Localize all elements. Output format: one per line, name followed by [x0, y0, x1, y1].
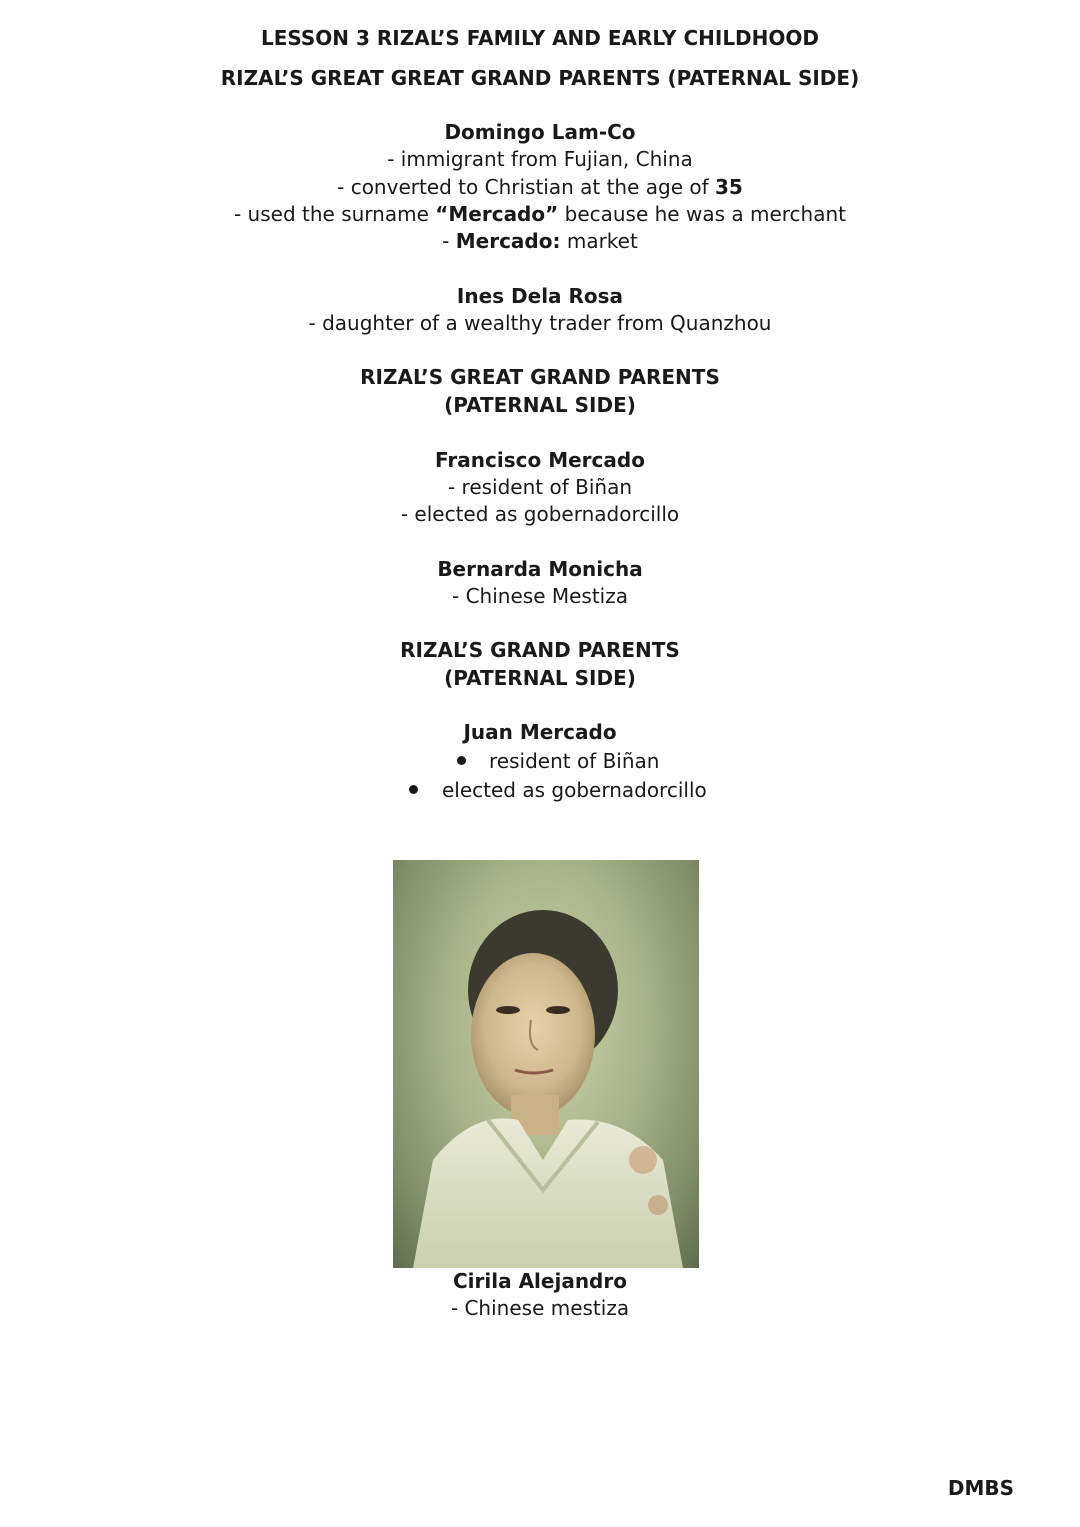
section-heading-subtitle: (PATERNAL SIDE) [444, 393, 636, 417]
section-heading-subtitle: (PATERNAL SIDE) [444, 666, 636, 690]
person-detail: - converted to Christian at the age of 35 [337, 175, 743, 199]
person-detail: - immigrant from Fujian, China [387, 147, 693, 171]
person-detail: - Chinese Mestiza [452, 584, 628, 608]
section-heading-great-great-grandparents: RIZAL’S GREAT GREAT GRAND PARENTS (PATERNAL SIDE) [220, 66, 860, 90]
footer-initials: DMBS [947, 1476, 1014, 1500]
person-detail: - resident of Biñan [447, 475, 633, 499]
portrait-photo-icon [393, 860, 699, 1268]
person-detail: - used the surname “Mercado” because he was a merchant [233, 202, 846, 226]
list-item: elected as gobernadorcillo [409, 777, 707, 803]
section-heading-grandparents: RIZAL’S GRAND PARENTS [400, 638, 680, 662]
lesson-title: LESSON 3 RIZAL’S FAMILY AND EARLY CHILDHOOD [260, 26, 820, 50]
person-name-bernarda: Bernarda Monicha [437, 557, 643, 581]
person-name-cirila: Cirila Alejandro [453, 1269, 627, 1293]
person-name-ines: Ines Dela Rosa [456, 284, 624, 308]
person-name-juan: Juan Mercado [463, 720, 617, 744]
person-detail: - elected as gobernadorcillo [400, 502, 680, 526]
list-item: resident of Biñan [457, 748, 659, 774]
person-name-domingo: Domingo Lam-Co [444, 120, 636, 144]
person-detail: - Mercado: market [442, 229, 638, 253]
portrait-photo [393, 860, 699, 1268]
bullet-icon [409, 785, 418, 794]
person-detail: - daughter of a wealthy trader from Quanzhou [308, 311, 772, 335]
person-detail: - Chinese mestiza [450, 1296, 630, 1320]
section-heading-great-grandparents: RIZAL’S GREAT GRAND PARENTS [360, 365, 720, 389]
bullet-icon [457, 756, 466, 765]
person-name-francisco: Francisco Mercado [435, 448, 645, 472]
